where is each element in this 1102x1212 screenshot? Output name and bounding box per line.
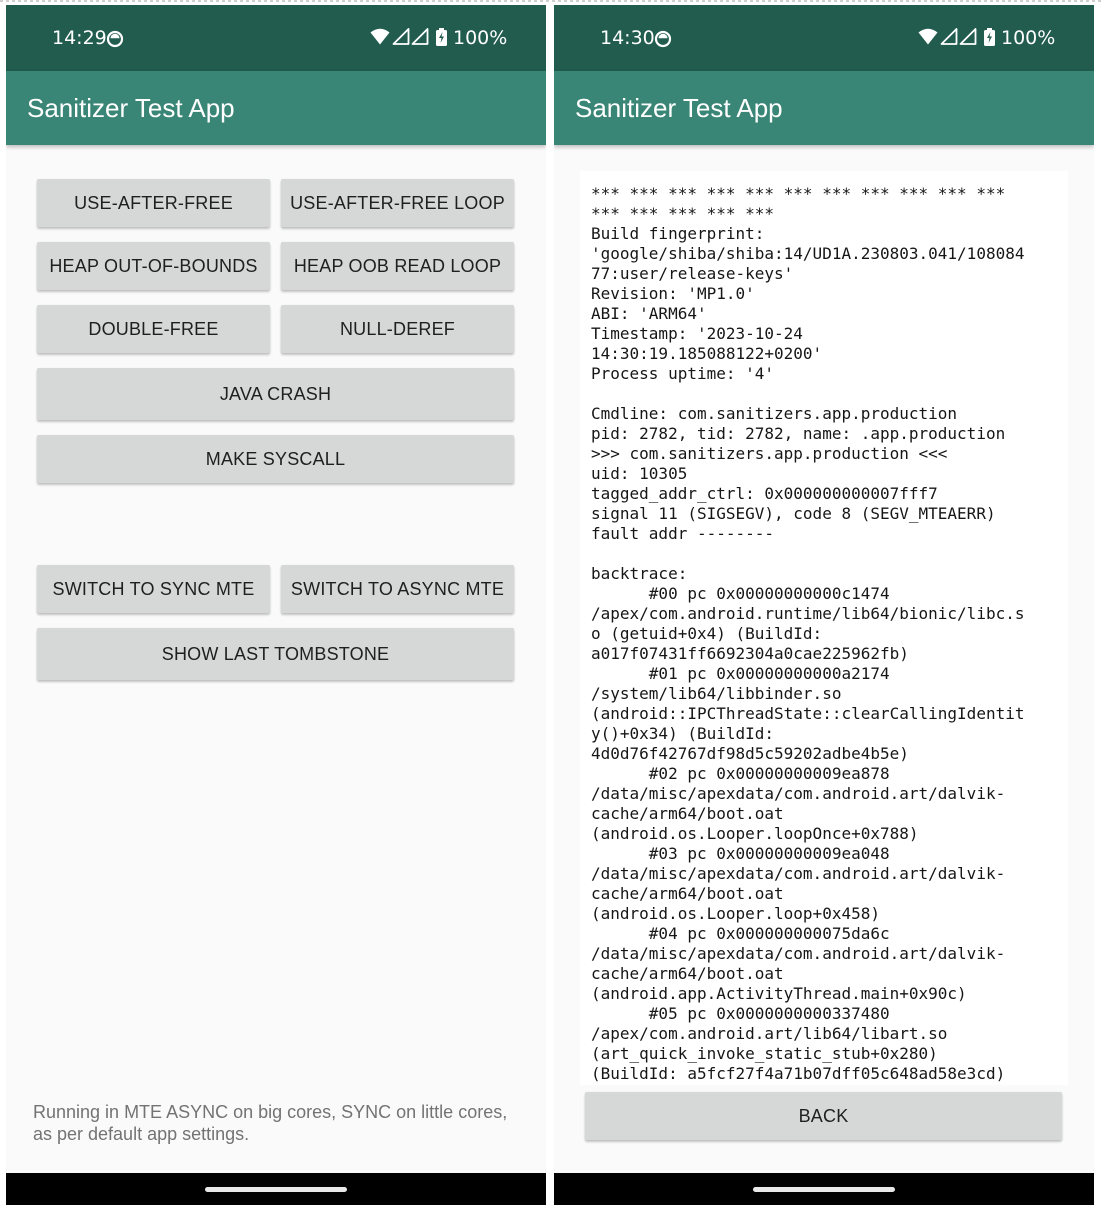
battery-percent: 100% <box>453 27 508 49</box>
tombstone-line: *** *** *** *** *** *** *** *** *** *** *** <box>591 184 1006 203</box>
app-bar <box>554 71 1094 145</box>
tombstone-line: tagged_addr_ctrl: 0x000000000007fff7 <box>591 484 938 503</box>
tombstone-line: cache/arm64/boot.oat <box>591 804 784 823</box>
tombstone-line: /apex/com.android.art/lib64/libart.so <box>591 1024 948 1043</box>
use-after-free-loop-button[interactable]: USE-AFTER-FREE LOOP <box>281 179 514 227</box>
sync-status-icon <box>654 30 672 48</box>
tombstone-line: Process uptime: '4' <box>591 364 775 383</box>
app-bar <box>6 71 546 145</box>
tombstone-line: #01 pc 0x00000000000a2174 <box>591 664 890 683</box>
switch-to-sync-mte-button[interactable]: SWITCH TO SYNC MTE <box>37 565 270 613</box>
left-phone-screen <box>6 5 546 1205</box>
status-bar <box>6 5 546 71</box>
heap-out-of-bounds-button[interactable]: HEAP OUT-OF-BOUNDS <box>37 242 270 290</box>
tombstone-line: Build fingerprint: <box>591 224 765 243</box>
battery-charging-icon <box>984 28 995 46</box>
tombstone-line: /system/lib64/libbinder.so <box>591 684 842 703</box>
tombstone-line: a017f07431ff6692304a0cae225962fb) <box>591 644 909 663</box>
java-crash-button[interactable]: JAVA CRASH <box>37 368 514 420</box>
tombstone-line: /data/misc/apexdata/com.android.art/dalvik- <box>591 944 1006 963</box>
tombstone-line: #05 pc 0x0000000000337480 <box>591 1004 890 1023</box>
navigation-bar <box>554 1173 1094 1205</box>
make-syscall-button[interactable]: MAKE SYSCALL <box>37 435 514 483</box>
tombstone-line: o (getuid+0x4) (BuildId: <box>591 624 823 643</box>
tombstone-line: >>> com.sanitizers.app.production <<< <box>591 444 948 463</box>
tombstone-line: y()+0x34) (BuildId: <box>591 724 775 743</box>
tombstone-line: (BuildId: a5fcf27f4a71b07dff05c648ad58e3cd) <box>591 1064 1006 1083</box>
sync-status-icon <box>106 30 124 48</box>
navigation-bar <box>6 1173 546 1205</box>
tombstone-line: #02 pc 0x00000000009ea878 <box>591 764 890 783</box>
tombstone-line: signal 11 (SIGSEGV), code 8 (SEGV_MTEAERR) <box>591 504 996 523</box>
battery-charging-icon <box>436 28 447 46</box>
tombstone-line: /apex/com.android.runtime/lib64/bionic/libc.s <box>591 604 1025 623</box>
status-bar <box>554 5 1094 71</box>
tombstone-line: uid: 10305 <box>591 464 688 483</box>
tombstone-line: (android::IPCThreadState::clearCallingIdentit <box>591 704 1025 723</box>
show-last-tombstone-button[interactable]: SHOW LAST TOMBSTONE <box>37 628 514 680</box>
switch-to-async-mte-button[interactable]: SWITCH TO ASYNC MTE <box>281 565 514 613</box>
tombstone-line: (android.app.ActivityThread.main+0x90c) <box>591 984 967 1003</box>
cell-signal-2-icon <box>411 28 429 45</box>
tombstone-line: (android.os.Looper.loop+0x458) <box>591 904 880 923</box>
cell-signal-icon <box>392 28 410 45</box>
tombstone-line: (art_quick_invoke_static_stub+0x280) <box>591 1044 938 1063</box>
double-free-button[interactable]: DOUBLE-FREE <box>37 305 270 353</box>
wifi-icon <box>370 28 390 45</box>
screenshot-top-border <box>0 0 1102 2</box>
back-button[interactable]: BACK <box>585 1092 1062 1140</box>
tombstone-line: Timestamp: '2023-10-24 <box>591 324 803 343</box>
tombstone-line: 14:30:19.185088122+0200' <box>591 344 823 363</box>
mte-mode-status-text: Running in MTE ASYNC on big cores, SYNC on little cores, as per default app settings. <box>33 1102 508 1144</box>
tombstone-line: cache/arm64/boot.oat <box>591 884 784 903</box>
tombstone-line: 4d0d76f42767df98d5c59202adbe4b5e) <box>591 744 909 763</box>
tombstone-line <box>591 544 1067 564</box>
tombstone-line: fault addr -------- <box>591 524 775 543</box>
app-title: Sanitizer Test App <box>575 93 783 123</box>
tombstone-line: /data/misc/apexdata/com.android.art/dalvik- <box>591 864 1006 883</box>
tombstone-line: *** *** *** *** *** <box>591 204 775 223</box>
wifi-icon <box>918 28 938 45</box>
cell-signal-2-icon <box>959 28 977 45</box>
tombstone-line: #00 pc 0x00000000000c1474 <box>591 584 890 603</box>
tombstone-line: /data/misc/apexdata/com.android.art/dalvik- <box>591 784 1006 803</box>
tombstone-line: 77:user/release-keys' <box>591 264 794 283</box>
status-time: 14:29 <box>52 27 107 49</box>
heap-oob-read-loop-button[interactable]: HEAP OOB READ LOOP <box>281 242 514 290</box>
right-phone-screen <box>554 5 1094 1205</box>
home-gesture-handle[interactable] <box>205 1187 347 1192</box>
tombstone-line: #04 pc 0x000000000075da6c <box>591 924 890 943</box>
tombstone-line: ABI: 'ARM64' <box>591 304 707 323</box>
app-title: Sanitizer Test App <box>27 93 235 123</box>
tombstone-line: Revision: 'MP1.0' <box>591 284 755 303</box>
tombstone-line: Cmdline: com.sanitizers.app.production <box>591 404 958 423</box>
use-after-free-button[interactable]: USE-AFTER-FREE <box>37 179 270 227</box>
tombstone-line: pid: 2782, tid: 2782, name: .app.production <box>591 424 1006 443</box>
tombstone-line: #03 pc 0x00000000009ea048 <box>591 844 890 863</box>
tombstone-scroll-view[interactable] <box>580 171 1068 1085</box>
tombstone-line: backtrace: <box>591 564 688 583</box>
battery-percent: 100% <box>1001 27 1056 49</box>
tombstone-log-text <box>591 184 1067 1084</box>
cell-signal-icon <box>940 28 958 45</box>
null-deref-button[interactable]: NULL-DEREF <box>281 305 514 353</box>
tombstone-line <box>591 384 1067 404</box>
tombstone-line: (android.os.Looper.loopOnce+0x788) <box>591 824 919 843</box>
tombstone-line: 'google/shiba/shiba:14/UD1A.230803.041/108084 <box>591 244 1025 263</box>
status-time: 14:30 <box>600 27 655 49</box>
tombstone-line: cache/arm64/boot.oat <box>591 964 784 983</box>
home-gesture-handle[interactable] <box>753 1187 895 1192</box>
